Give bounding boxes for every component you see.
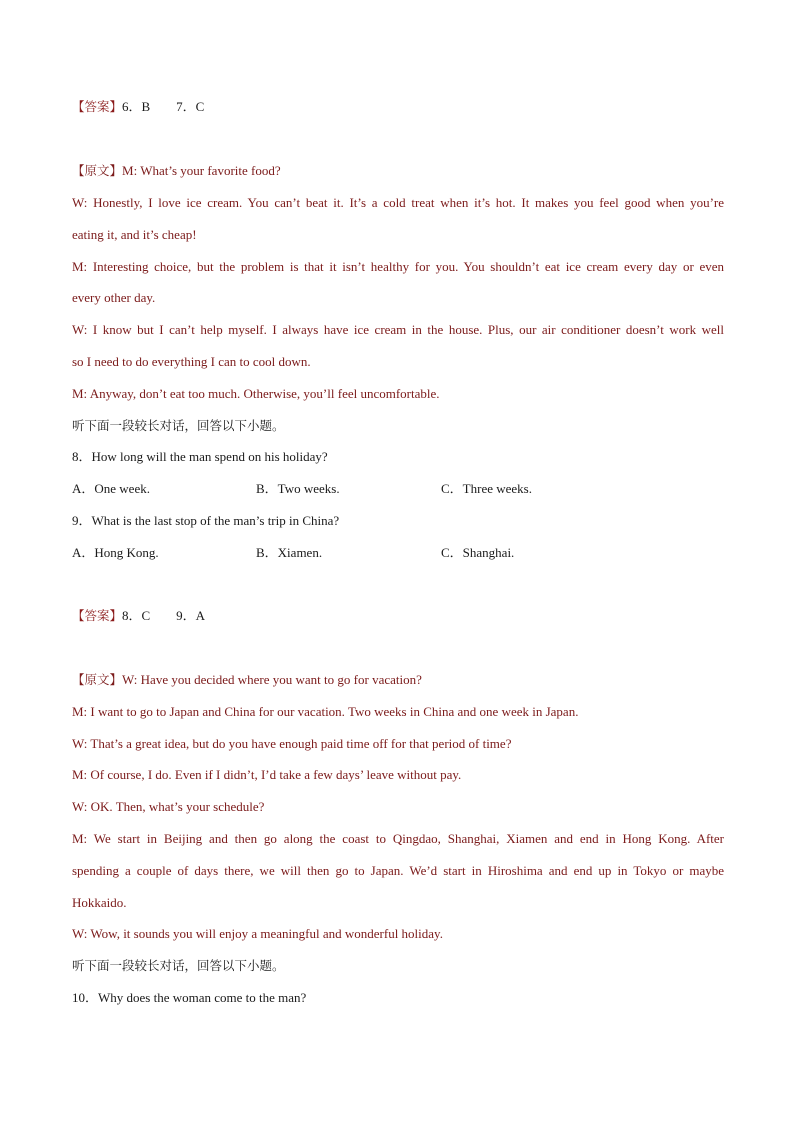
transcript-text: M: What’s your favorite food? <box>122 163 281 178</box>
section-instruction: 听下面一段较长对话，回答以下小题。 <box>72 958 285 973</box>
transcript-line: Hokkaido. <box>72 895 127 910</box>
option-b: B．Two weeks. <box>256 481 340 496</box>
option-a: A．One week. <box>72 481 150 496</box>
transcript-line: M: Interesting choice, but the problem is that it isn’t healthy for you. You shouldn’t eat ice cream every day or even <box>72 259 724 274</box>
answer-text: 8．C 9．A <box>122 608 206 623</box>
answer-line-8-9 <box>72 608 724 624</box>
transcript-line <box>72 163 724 179</box>
question-10: 10．Why does the woman come to the man? <box>72 990 307 1005</box>
answer-line-6-7 <box>72 99 724 115</box>
transcript-line: M: Of course, I do. Even if I didn’t, I’d take a few days’ leave without pay. <box>72 767 462 782</box>
transcript-line: spending a couple of days there, we will then go to Japan. We’d start in Hiroshima and end up in Tokyo or maybe <box>72 863 724 878</box>
transcript-tag: 【原文】 <box>72 672 123 687</box>
answer-tag: 【答案】 <box>72 99 123 114</box>
transcript-line <box>72 672 724 688</box>
transcript-line: so I need to do everything I can to cool down. <box>72 354 311 369</box>
transcript-line: W: Honestly, I love ice cream. You can’t beat it. It’s a cold treat when it’s hot. It makes you feel good when you’re <box>72 195 724 210</box>
transcript-line: W: OK. Then, what’s your schedule? <box>72 799 265 814</box>
question-8: 8．How long will the man spend on his holiday? <box>72 449 328 464</box>
transcript-tag: 【原文】 <box>72 163 123 178</box>
transcript-line: W: I know but I can’t help myself. I always have ice cream in the house. Plus, our air conditioner doesn’t work well <box>72 322 724 337</box>
option-a: A．Hong Kong. <box>72 545 159 560</box>
transcript-line: M: I want to go to Japan and China for our vacation. Two weeks in China and one week in Japan. <box>72 704 579 719</box>
question-9: 9．What is the last stop of the man’s trip in China? <box>72 513 340 528</box>
transcript-line: every other day. <box>72 290 156 305</box>
answer-tag: 【答案】 <box>72 608 123 623</box>
transcript-line: W: Wow, it sounds you will enjoy a meaningful and wonderful holiday. <box>72 926 443 941</box>
transcript-line: M: Anyway, don’t eat too much. Otherwise, you’ll feel uncomfortable. <box>72 386 440 401</box>
option-b: B．Xiamen. <box>256 545 323 560</box>
option-c: C．Shanghai. <box>441 545 515 560</box>
section-instruction: 听下面一段较长对话，回答以下小题。 <box>72 418 285 433</box>
answer-text: 6．B 7．C <box>122 99 205 114</box>
transcript-text: W: Have you decided where you want to go for vacation? <box>122 672 422 687</box>
transcript-line: M: We start in Beijing and then go along the coast to Qingdao, Shanghai, Xiamen and end in Hong Kong. After <box>72 831 724 846</box>
option-c: C．Three weeks. <box>441 481 532 496</box>
transcript-line: eating it, and it’s cheap! <box>72 227 197 242</box>
transcript-line: W: That’s a great idea, but do you have enough paid time off for that period of time? <box>72 736 512 751</box>
